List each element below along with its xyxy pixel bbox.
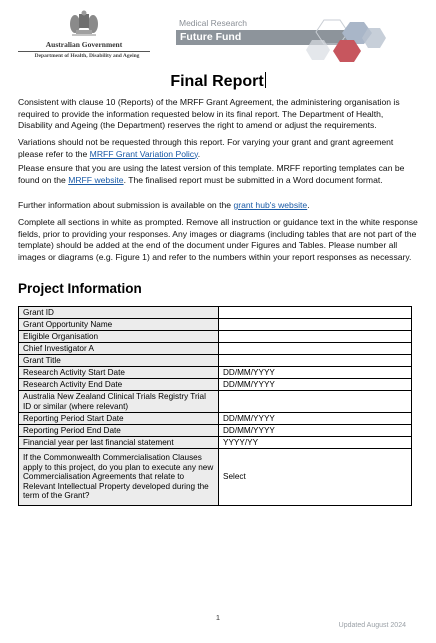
gov-divider [18, 51, 150, 52]
field-label: Reporting Period Start Date [19, 413, 219, 425]
coat-of-arms-icon [66, 10, 102, 38]
gov-department: Department of Health, Disability and Ageing [34, 53, 140, 59]
field-value[interactable] [219, 319, 412, 331]
mrff-bar-text: Future Fund [180, 31, 242, 43]
field-label: Australia New Zealand Clinical Trials Registry Trial ID or similar (where relevant) [19, 391, 219, 413]
page-title [0, 72, 436, 92]
field-value[interactable] [219, 343, 412, 355]
variations-paragraph [18, 137, 418, 160]
gov-name: Australian Government [45, 40, 123, 49]
mrff-top-text: Medical Research [179, 18, 248, 28]
table-row [19, 367, 412, 379]
table-row [19, 437, 412, 449]
field-value[interactable] [219, 355, 412, 367]
submission-info-text: Further information about submission is available on the [18, 200, 234, 210]
mrff-grant-variation-policy-link[interactable]: MRFF Grant Variation Policy [89, 148, 198, 159]
field-label: Reporting Period End Date [19, 425, 219, 437]
table-row [19, 379, 412, 391]
table-row [19, 331, 412, 343]
field-label: Grant Title [19, 355, 219, 367]
table-row [19, 449, 412, 506]
field-value[interactable]: DD/MM/YYYY [219, 367, 412, 379]
field-value[interactable]: YYYY/YY [219, 437, 412, 449]
template-version-text: Please ensure that you are using the latest version of this template. MRFF reporting templates can be found on the [18, 163, 405, 185]
field-value[interactable] [219, 331, 412, 343]
variations-text-end: . [197, 148, 201, 159]
table-row [19, 425, 412, 437]
table-row [19, 413, 412, 425]
field-label: If the Commonwealth Commercialisation Clauses apply to this project, do you plan to execute any new Commercialisation Agreements that relate to Relevant Intellectual Property developed during the term of the Grant? [19, 449, 219, 506]
instructions-paragraph: Complete all sections in white as prompted. Remove all instruction or guidance text in the white response fields, prior to providing your responses. Any images or diagrams (including tables that are not part of the template) should be added at the end of the document under Figures and Tables. Please number all images or diagrams (e.g. Figure 1) and refer to the numbers within your report responses as necessary. [18, 217, 418, 262]
field-value[interactable] [219, 391, 412, 413]
field-label: Grant Opportunity Name [19, 319, 219, 331]
template-version-paragraph [18, 163, 418, 186]
project-information-heading: Project Information [18, 281, 142, 296]
field-value[interactable]: DD/MM/YYYY [219, 425, 412, 437]
field-label: Financial year per last financial statement [19, 437, 219, 449]
field-label: Eligible Organisation [19, 331, 219, 343]
field-label: Chief Investigator A [19, 343, 219, 355]
submission-info-text-end: . [307, 200, 310, 210]
table-row [19, 307, 412, 319]
field-value[interactable]: DD/MM/YYYY [219, 379, 412, 391]
page-number: 1 [215, 613, 221, 622]
template-version-text-end: . The finalised report must be submitted in a Word document format. [123, 174, 383, 185]
project-information-table [18, 306, 412, 506]
field-label: Grant ID [19, 307, 219, 319]
hexagon-cluster-icon [302, 18, 388, 62]
mrff-website-link[interactable]: MRFF website [68, 174, 124, 185]
text-cursor [265, 72, 266, 88]
table-row [19, 355, 412, 367]
field-label: Research Activity Start Date [19, 367, 219, 379]
variations-text: Variations should not be requested through this report. For varying your grant and grant agreement please refer to the [18, 137, 394, 159]
table-row [19, 391, 412, 413]
page-title-text: Final Report [170, 73, 264, 90]
field-value[interactable]: DD/MM/YYYY [219, 413, 412, 425]
updated-date: Updated August 2024 [338, 622, 406, 629]
grant-hub-website-link[interactable]: grant hub's website [233, 200, 308, 210]
submission-info-paragraph [18, 200, 418, 212]
field-value[interactable]: Select [219, 449, 412, 506]
intro-paragraph: Consistent with clause 10 (Reports) of the MRFF Grant Agreement, the administering organisation is required to provide the information requested below in its final report. The Department of Health, Disability and Ageing (the Department) reserves the right to amend or adjust the requirements. [18, 97, 400, 130]
table-row [19, 343, 412, 355]
table-row [19, 319, 412, 331]
field-label: Research Activity End Date [19, 379, 219, 391]
australian-government-logo [14, 10, 154, 62]
field-value[interactable] [219, 307, 412, 319]
mrff-logo [176, 18, 388, 62]
